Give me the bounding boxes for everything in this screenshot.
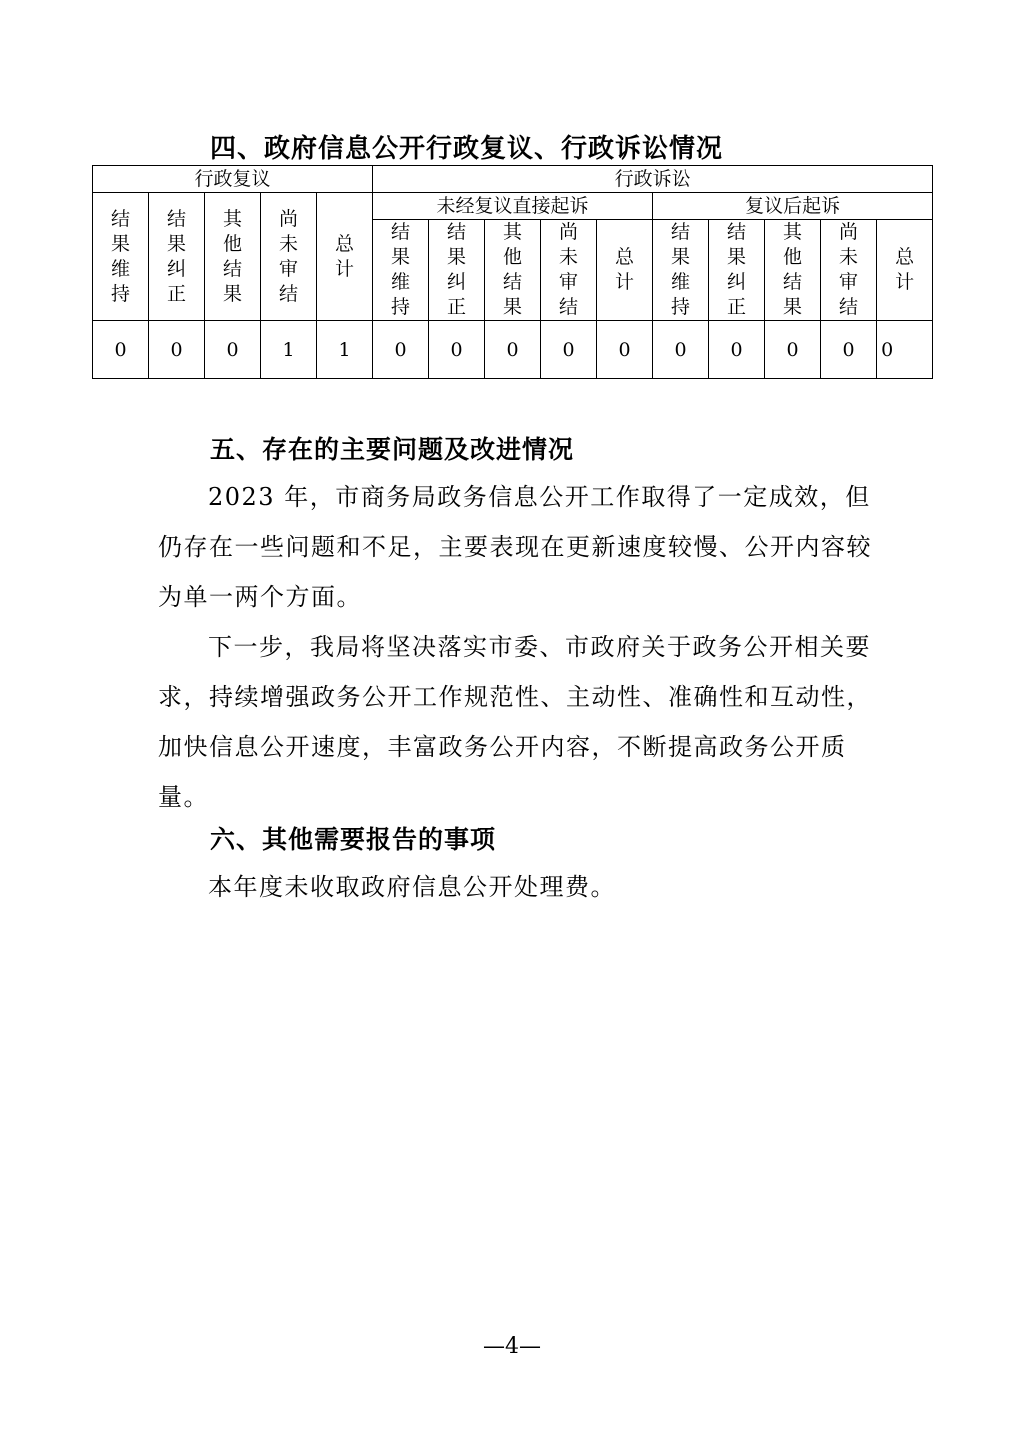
column-header: [205, 193, 261, 321]
column-header-text: 总 计: [895, 246, 915, 293]
column-header: [261, 193, 317, 321]
column-header: [429, 220, 485, 321]
table-cell: 0: [597, 321, 653, 379]
column-header: [317, 193, 373, 321]
column-header-text: 结 果 纠 正: [727, 221, 747, 318]
column-header-text: 尚 未 审 结: [559, 221, 579, 318]
column-header: [821, 220, 877, 321]
group-review-header: 行政复议: [93, 166, 373, 193]
table-cell: 1: [317, 321, 373, 379]
column-header-text: 结 果 维 持: [391, 221, 411, 318]
column-header-text: 其 他 结 果: [222, 207, 242, 305]
table-cell: 0: [149, 321, 205, 379]
section-4-heading: 四、政府信息公开行政复议、行政诉讼情况: [210, 134, 724, 164]
table-cell: 0: [653, 321, 709, 379]
column-header-text: 尚 未 审 结: [839, 221, 859, 318]
column-header-text: 总 计: [615, 246, 635, 293]
table-cell: 0: [429, 321, 485, 379]
table-cell: 0: [373, 321, 429, 379]
column-header: [93, 193, 149, 321]
table-cell: 0: [765, 321, 821, 379]
column-header: [653, 220, 709, 321]
table-header-row: [93, 166, 933, 193]
group-litigation-header: 行政诉讼: [373, 166, 933, 193]
paragraph-text: 下一步，我局将坚决落实市委、市政府关于政务公开相关要求，持续增强政务公开工作规范性、主动性、准确性和互动性，加快信息公开速度，丰富政务公开内容，不断提高政务公开质量。: [158, 633, 872, 811]
section-5-paragraph-2: [158, 622, 873, 822]
column-header: [485, 220, 541, 321]
sub-direct-header: 未经复议直接起诉: [373, 193, 653, 220]
column-header: [541, 220, 597, 321]
sub-after-header: 复议后起诉: [653, 193, 933, 220]
table-cell: 1: [261, 321, 317, 379]
table-cell: 0: [485, 321, 541, 379]
column-header-text: 结 果 纠 正: [447, 221, 467, 318]
section-6-heading: 六、其他需要报告的事项: [210, 825, 497, 854]
column-header: [765, 220, 821, 321]
column-header: [149, 193, 205, 321]
column-header-text: 其 他 结 果: [503, 221, 523, 318]
column-header-text: 其 他 结 果: [783, 221, 803, 318]
column-header-text: 结 果 维 持: [671, 221, 691, 318]
table-cell: 0: [205, 321, 261, 379]
section-5-heading: 五、存在的主要问题及改进情况: [210, 435, 575, 464]
column-header: [373, 220, 429, 321]
table-cell: 0: [821, 321, 877, 379]
table-cell: 0: [709, 321, 765, 379]
review-litigation-table: [92, 165, 933, 379]
page-number: —4—: [483, 1334, 541, 1359]
column-header-text: 尚 未 审 结: [278, 207, 298, 305]
column-header-text: 结 果 纠 正: [166, 207, 186, 305]
column-header-text: 总 计: [335, 232, 355, 280]
table-cell: 0: [877, 321, 933, 379]
section-5-paragraph-1: [158, 472, 873, 622]
table-cell: 0: [93, 321, 149, 379]
column-header: [597, 220, 653, 321]
paragraph-text: 本年度未收取政府信息公开处理费。: [208, 873, 616, 901]
column-header: [877, 220, 933, 321]
table-subheader-row: [93, 193, 933, 220]
table-cell: 0: [541, 321, 597, 379]
section-6-paragraph-1: [158, 862, 873, 912]
column-header-text: 结 果 维 持: [110, 207, 130, 305]
table-values-row: [93, 321, 933, 379]
paragraph-text: 2023 年，市商务局政务信息公开工作取得了一定成效，但仍存在一些问题和不足，主要表现在更新速度较慢、公开内容较为单一两个方面。: [158, 483, 872, 611]
column-header: [709, 220, 765, 321]
